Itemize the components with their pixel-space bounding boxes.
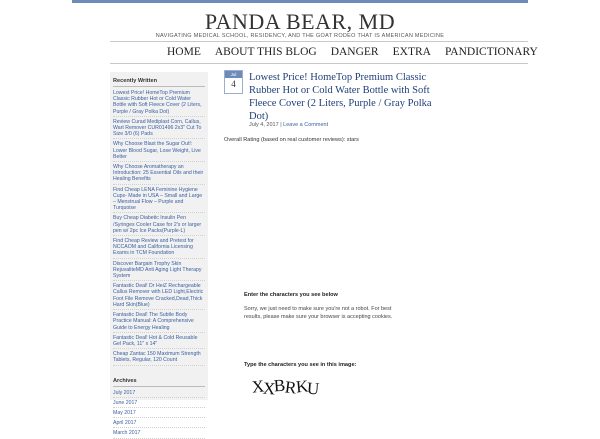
site-tagline: NAVIGATING MEDICAL SCHOOL, RESIDENCY, AND THE GOAT RODEO THAT IS AMERICAN MEDICINE xyxy=(155,33,445,39)
meta-separator: | xyxy=(278,122,284,128)
post-date-month: Jul xyxy=(225,71,242,78)
nav-divider-bottom xyxy=(110,63,528,64)
captcha-char: R xyxy=(283,377,298,398)
captcha-heading: Enter the characters you see below xyxy=(244,292,338,298)
recent-item[interactable]: Buy Cheap Diabetic Insulin Pen /Syringes Cooler Case for 2's or larger pen w/ 2pc Ice Packs(Purple-L) xyxy=(113,215,205,236)
archive-item[interactable]: March 2017 xyxy=(113,430,205,438)
recent-item[interactable]: Fantastic Deal! Dr HeiZ Rechargeable Callus Remover with LED Light,Electric Foot File Remove Cracked,Dead,Thick Hard Skin(Blue) xyxy=(113,283,205,310)
recent-item[interactable]: Why Choose Blast the Sugar Out!: Lower Blood Sugar, Lose Weight, Live Better xyxy=(113,141,205,162)
recent-item[interactable]: Fantastic Deal! Hot & Cold Reusable Gel Pack, 11" x 14" xyxy=(113,335,205,349)
captcha-type-label: Type the characters you see in this image: xyxy=(244,362,357,368)
captcha-message: Sorry, we just need to make sure you're not a robot. For best results, please make sure your browser is accepting cookies. xyxy=(244,306,393,320)
archives-heading: Archives xyxy=(113,372,205,387)
overall-rating: Overall Rating (based on real customer reviews): stars xyxy=(224,137,359,143)
nav-extra[interactable]: EXTRA xyxy=(392,46,431,58)
captcha-glyphs xyxy=(250,372,330,400)
recent-item[interactable]: Fantastic Deal! The Subtle Body Practice Manual: A Comprehensive Guide to Energy Healing xyxy=(113,312,205,333)
captcha-char: K xyxy=(295,376,310,397)
captcha-char: U xyxy=(306,378,320,399)
archives-list xyxy=(110,390,208,439)
nav-about[interactable]: ABOUT THIS BLOG xyxy=(214,46,317,58)
recent-item[interactable]: Review Curad Mediplast Corn, Callus, Wart Remover CUR01496 2x3" Cut To Size 3/0 (6) Pads xyxy=(113,119,205,140)
recent-item[interactable]: Discover Bargain Trophy Skin RejuvaliteMD Anti Aging Light Therapy System xyxy=(113,261,205,282)
top-accent-bar xyxy=(72,0,528,3)
leave-comment-link[interactable]: Leave a Comment xyxy=(283,122,329,128)
post-date-badge xyxy=(224,70,243,94)
recent-heading: Recently Written xyxy=(113,72,205,87)
archive-item[interactable]: April 2017 xyxy=(113,420,205,428)
archive-item[interactable]: May 2017 xyxy=(113,410,205,418)
post-title[interactable]: Lowest Price! HomeTop Premium Classic Rubber Hot or Cold Water Bottle with Soft Fleece Cover (2 Liters, Purple / Gray Polka Dot) xyxy=(249,72,432,122)
sidebar xyxy=(110,72,208,437)
captcha-char: X xyxy=(250,376,266,397)
post-date: July 4, 2017 xyxy=(249,122,279,128)
nav-home[interactable]: HOME xyxy=(167,46,201,58)
captcha-image xyxy=(250,372,330,400)
archive-item[interactable]: July 2017 xyxy=(113,390,205,398)
nav-pandictionary[interactable]: PANDICTIONARY xyxy=(444,46,538,58)
nav-divider-top xyxy=(110,41,528,42)
recent-item[interactable]: Why Choose Aromatherapy an Introduction: 25 Essential Oils and their Healing Benefits xyxy=(113,164,205,185)
site-title[interactable]: PANDA BEAR, MD xyxy=(204,9,396,34)
post-meta xyxy=(249,122,328,128)
nav-danger[interactable]: DANGER xyxy=(330,46,379,58)
captcha-char: X xyxy=(262,378,277,399)
recent-item[interactable]: Lowest Price! HomeTop Premium Classic Rubber Hot or Cold Water Bottle with Soft Fleece Cover (2 Liters, Purple / Gray Polka Dot) xyxy=(113,90,205,117)
recent-item[interactable]: Find Cheap LENA Feminine Hygiene Cups- Made in USA – Small and Large – Menstrual Flow – Purple and Turquoise xyxy=(113,187,205,214)
archive-item[interactable]: June 2017 xyxy=(113,400,205,408)
captcha-char: B xyxy=(273,375,286,396)
recent-item[interactable]: Cheap Zantac 150 Maximum Strength Tablets, Regular, 120 Count xyxy=(113,351,205,365)
post-date-day: 4 xyxy=(231,79,236,89)
main-nav xyxy=(160,43,545,63)
recent-list xyxy=(110,90,208,366)
recent-item[interactable]: Find Cheap Review and Pretest for NCCAOM and California Licensing Exams in TCM Foundation xyxy=(113,238,205,259)
